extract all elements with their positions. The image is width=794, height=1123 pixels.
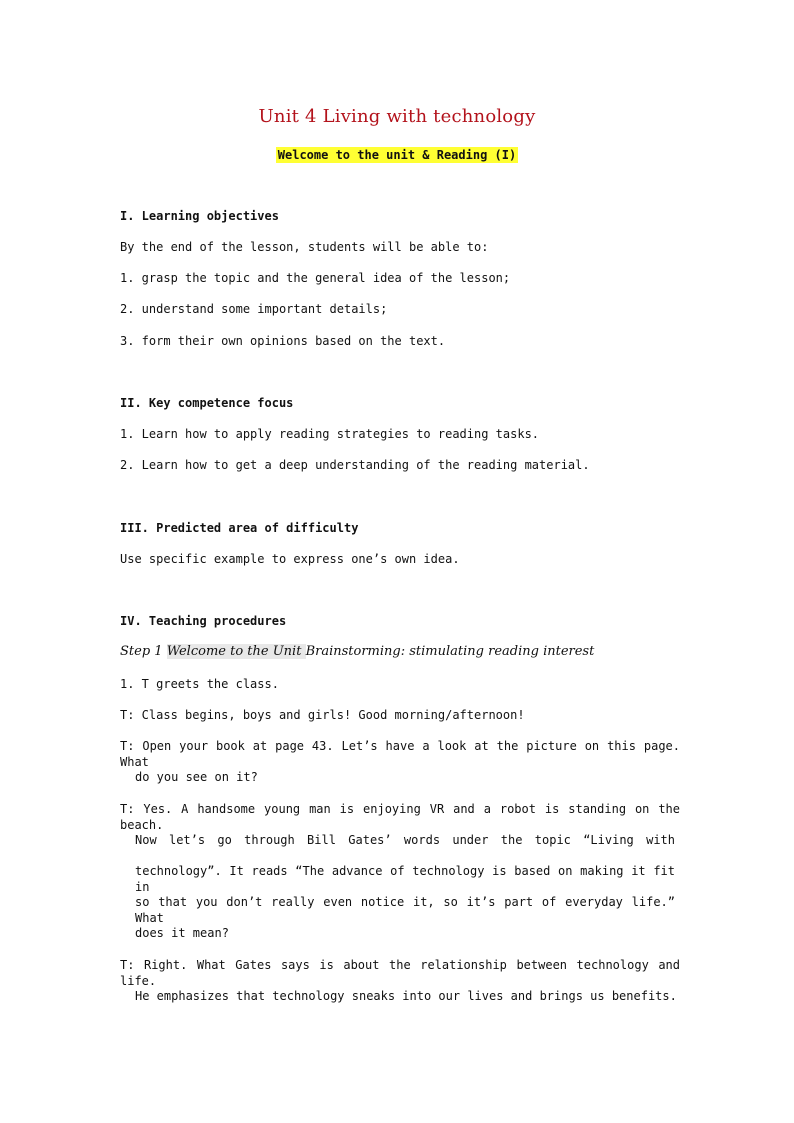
step-shaded-text: Welcome to the Unit — [166, 644, 306, 659]
step-prefix: Step 1 — [120, 644, 167, 659]
objective-item: 3. form their own opinions based on the text. — [120, 334, 446, 348]
difficulty-text: Use specific example to express one’s own idea. — [120, 552, 460, 566]
competence-item: 1. Learn how to apply reading strategies to reading tasks. — [120, 427, 540, 441]
page-subtitle: Welcome to the unit & Reading (I) — [277, 148, 517, 162]
procedure-line: T: Open your book at page 43. Let’s have a look at the picture on this page. What — [120, 739, 680, 769]
procedure-line: T: Right. What Gates says is about the relationship between technology and life. — [120, 958, 680, 988]
section-heading-competence: II. Key competence focus — [120, 396, 294, 410]
section-heading-objectives: I. Learning objectives — [120, 209, 279, 223]
section-heading-procedures: IV. Teaching procedures — [120, 614, 287, 628]
subtitle-wrap — [0, 144, 794, 163]
procedure-line: technology”. It reads “The advance of technology is based on making it fit in — [135, 864, 675, 894]
objectives-intro: By the end of the lesson, students will be able to: — [120, 240, 489, 254]
procedure-line: so that you don’t really even notice it, so it’s part of everyday life.” What — [135, 895, 675, 925]
procedure-line: T: Class begins, boys and girls! Good morning/afternoon! — [120, 708, 525, 722]
procedure-line: T: Yes. A handsome young man is enjoying VR and a robot is standing on the beach. — [120, 802, 680, 832]
procedure-line: 1. T greets the class. — [120, 677, 279, 691]
section-heading-difficulty: III. Predicted area of difficulty — [120, 521, 359, 535]
step-rest-text: Brainstorming: stimulating reading interest — [305, 644, 595, 659]
competence-item: 2. Learn how to get a deep understanding of the reading material. — [120, 458, 590, 472]
objective-item: 2. understand some important details; — [120, 302, 388, 316]
step-1-heading — [120, 644, 680, 660]
procedure-line: does it mean? — [135, 926, 229, 940]
objective-item: 1. grasp the topic and the general idea of the lesson; — [120, 271, 511, 285]
procedure-line: Now let’s go through Bill Gates’ words under the topic “Living with — [135, 833, 675, 847]
procedure-line: do you see on it? — [135, 770, 258, 784]
page-title: Unit 4 Living with technology — [258, 106, 536, 127]
procedure-line: He emphasizes that technology sneaks into our lives and brings us benefits. — [135, 989, 677, 1003]
